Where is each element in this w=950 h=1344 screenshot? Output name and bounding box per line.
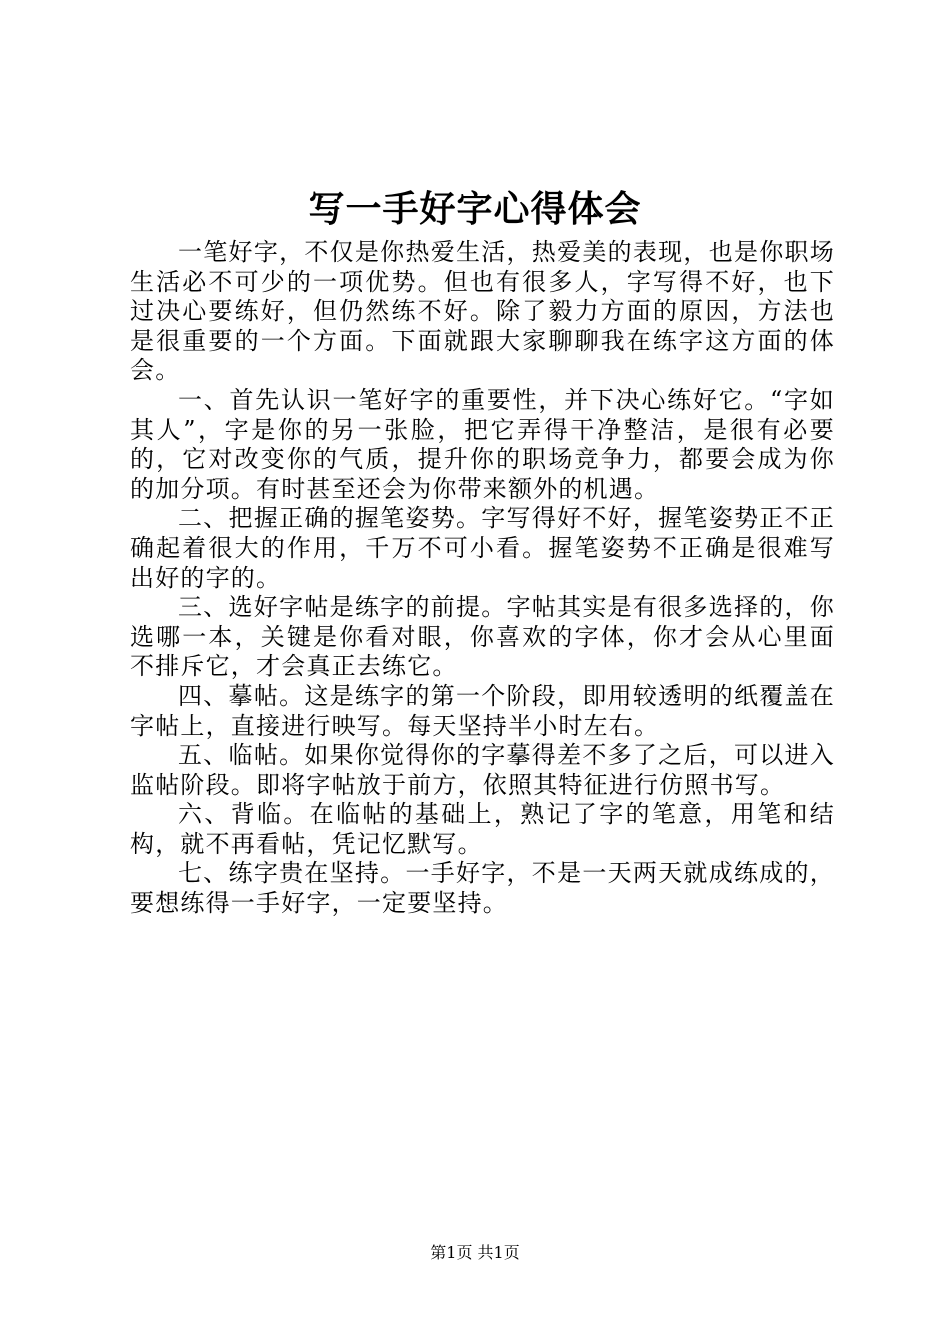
paragraph-1: 一、首先认识一笔好字的重要性，并下决心练好它。“字如其人”，字是你的另一张脸，把它弄得干净整洁，是很有必要的，它对改变你的气质，提升你的职场竞争力，都要会成为你的加分项。有时甚至还会为你带来额外的机遇。 [130, 385, 835, 503]
paragraph-5: 五、临帖。如果你觉得你的字摹得差不多了之后，可以进入监帖阶段。即将字帖放于前方，依照其特征进行仿照书写。 [130, 741, 835, 799]
document-body [130, 238, 835, 919]
document-title: 写一手好字心得体会 [308, 188, 642, 230]
paragraph-7: 七、练字贵在坚持。一手好字，不是一天两天就成练成的，要想练得一手好字，一定要坚持。 [130, 859, 835, 918]
paragraph-4: 四、摹帖。这是练字的第一个阶段，即用较透明的纸覆盖在字帖上，直接进行映写。每天坚持半小时左右。 [130, 681, 835, 740]
paragraph-3: 三、选好字帖是练字的前提。字帖其实是有很多选择的，你选哪一本，关键是你看对眼，你喜欢的字体，你才会从心里面不排斥它，才会真正去练它。 [130, 593, 835, 681]
paragraph-intro: 一笔好字，不仅是你热爱生活，热爱美的表现，也是你职场生活必不可少的一项优势。但也有很多人，字写得不好，也下过决心要练好，但仍然练不好。除了毅力方面的原因，方法也是很重要的一个方面。下面就跟大家聊聊我在练字这方面的体会。 [130, 238, 835, 385]
page-number-footer: 第1页 共1页 [430, 1243, 520, 1262]
paragraph-2: 二、把握正确的握笔姿势。字写得好不好，握笔姿势正不正确起着很大的作用，千万不可小看。握笔姿势不正确是很难写出好的字的。 [130, 504, 835, 592]
paragraph-6: 六、背临。在临帖的基础上，熟记了字的笔意，用笔和结构，就不再看帖，凭记忆默写。 [130, 800, 835, 858]
